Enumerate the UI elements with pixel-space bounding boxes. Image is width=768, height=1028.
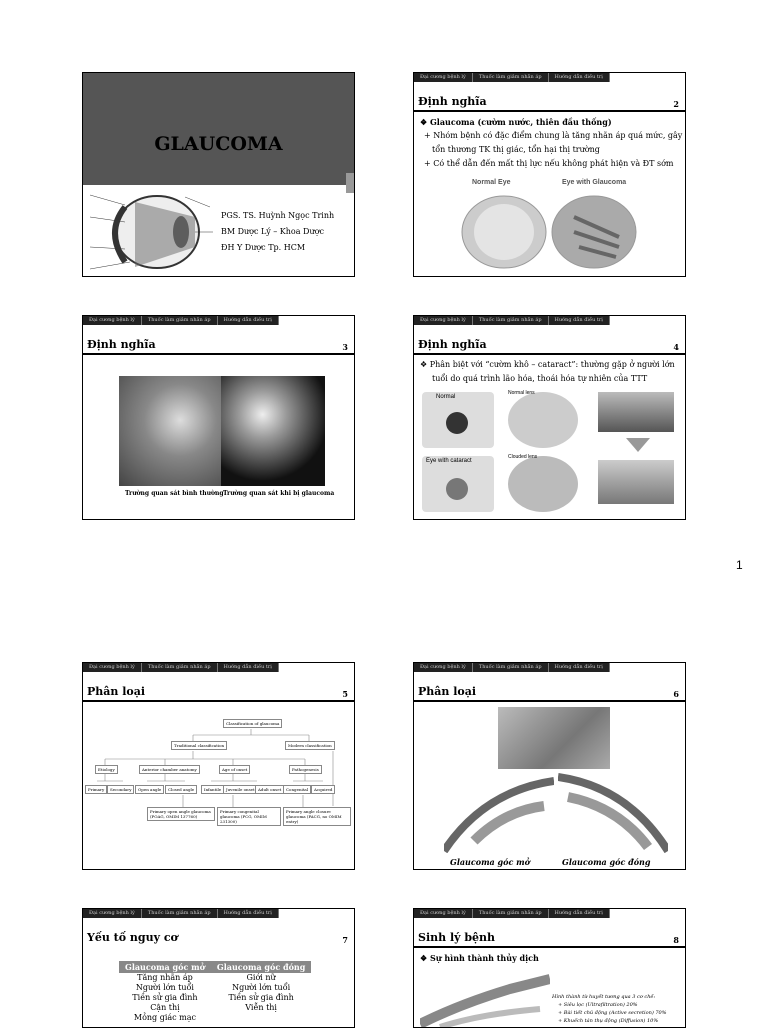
open-angle-diagram <box>444 771 554 853</box>
node-acquired: Acquired <box>311 785 335 794</box>
tab-drugs[interactable]: Thuốc làm giảm nhãn áp <box>473 316 549 325</box>
title-rule <box>414 946 685 948</box>
node-congenital: Congenital <box>283 785 311 794</box>
nav-tabs <box>414 73 610 82</box>
bullet <box>420 951 539 965</box>
bullet <box>420 115 612 129</box>
table-cell <box>211 1013 311 1023</box>
slide-title: Định nghĩa <box>418 338 487 351</box>
classification-tree <box>83 711 355 861</box>
glaucoma-vision-caption: Trường quan sát khi bị glaucoma <box>223 490 335 497</box>
tab-guide[interactable]: Hướng dẫn điều trị <box>218 663 279 672</box>
tab-guide[interactable]: Hướng dẫn điều trị <box>218 909 279 918</box>
slide-3 <box>82 315 355 520</box>
slide-number: 8 <box>673 935 679 945</box>
normal-eye-label: Normal Eye <box>472 179 511 186</box>
diamond-bullet-icon: ❖ <box>420 117 430 127</box>
node-open-angle: Open angle <box>135 785 164 794</box>
tab-guide[interactable]: Hướng dẫn điều trị <box>549 73 610 82</box>
table-cell: Mỏng giác mạc <box>133 1013 197 1022</box>
node-adult: Adult onset <box>255 785 284 794</box>
university: ĐH Y Dược Tp. HCM <box>221 243 306 252</box>
tab-intro[interactable]: Đại cương bệnh lý <box>83 316 142 325</box>
slide-title: GLAUCOMA <box>154 133 283 155</box>
slide-number: 7 <box>342 935 348 945</box>
glaucoma-vision-photo <box>221 376 325 486</box>
tab-drugs[interactable]: Thuốc làm giảm nhãn áp <box>473 663 549 672</box>
tab-drugs[interactable]: Thuốc làm giảm nhãn áp <box>473 909 549 918</box>
author: PGS. TS. Huỳnh Ngọc Trinh <box>221 211 335 220</box>
normal-vision-photo <box>119 376 221 486</box>
table-cell: Tiền sử gia đình <box>228 993 294 1002</box>
node-pathogenesis: Pathogenesis <box>289 765 322 774</box>
slide-7 <box>82 908 355 1028</box>
nav-tabs <box>414 316 610 325</box>
deco-stripe <box>346 173 354 193</box>
tab-drugs[interactable]: Thuốc làm giảm nhãn áp <box>142 909 218 918</box>
node-age: Age of onset <box>219 765 250 774</box>
tab-intro[interactable]: Đại cương bệnh lý <box>414 909 473 918</box>
open-angle-caption: Glaucoma góc mở <box>450 857 530 867</box>
bullet-text: Sự hình thành thủy dịch <box>429 953 539 963</box>
cataract-line-1-text: Phân biệt với “cườm khô – cataract”: thường gặp ở người lớn <box>429 360 675 369</box>
slide-number: 3 <box>342 342 348 352</box>
node-infantile: Infantile <box>201 785 224 794</box>
diamond-bullet-icon: ❖ <box>420 360 430 369</box>
down-arrow-icon <box>626 438 650 452</box>
tab-intro[interactable]: Đại cương bệnh lý <box>414 73 473 82</box>
table-cell: Cận thị <box>150 1003 180 1012</box>
col-closed-angle-header: Glaucoma góc đóng <box>211 961 311 973</box>
note-line: Hình thành từ huyết tương qua 3 cơ chế: <box>552 994 656 1000</box>
node-pcg: Primary congenital glaucoma (PCG, OMIM 231300) <box>217 807 281 826</box>
tab-guide[interactable]: Hướng dẫn điều trị <box>549 909 610 918</box>
normal-lens-label: Normal lens <box>508 390 535 396</box>
diamond-bullet-icon: ❖ <box>420 953 430 963</box>
risk-factor-table <box>119 961 311 1023</box>
tab-guide[interactable]: Hướng dẫn điều trị <box>218 316 279 325</box>
nav-tabs <box>414 909 610 918</box>
slide-title: Định nghĩa <box>418 95 487 108</box>
node-primary: Primary <box>85 785 107 794</box>
note-line: + Siêu lọc (Ultrafiltration) 20% <box>558 1002 638 1008</box>
tab-intro[interactable]: Đại cương bệnh lý <box>83 909 142 918</box>
note-line: + Bài tiết chủ động (Active secretion) 70% <box>558 1010 667 1016</box>
slide-title: Định nghĩa <box>87 338 156 351</box>
closed-angle-caption: Glaucoma góc đóng <box>562 857 651 867</box>
node-traditional: Traditional classification <box>171 741 227 750</box>
col-open-angle-header: Glaucoma góc mở <box>119 961 211 973</box>
slide-number: 5 <box>342 689 348 699</box>
cataract-line-1 <box>420 358 675 372</box>
title-rule <box>83 353 354 355</box>
slide-title: Phân loại <box>418 685 477 698</box>
nav-tabs <box>83 909 279 918</box>
node-closed-angle: Closed angle <box>165 785 197 794</box>
tab-guide[interactable]: Hướng dẫn điều trị <box>549 663 610 672</box>
normal-lens-diagram <box>508 392 578 448</box>
tab-guide[interactable]: Hướng dẫn điều trị <box>549 316 610 325</box>
iris <box>446 412 468 434</box>
node-poag: Primary open angle glaucoma (POAG, OMIM 137760) <box>147 807 215 821</box>
def-line-2: tổn thương TK thị giác, tổn hại thị trường <box>432 145 600 154</box>
node-anatomy: Anterior chamber anatomy <box>139 765 200 774</box>
table-cell: Giới nữ <box>246 973 276 982</box>
bullet-text: Glaucoma (cườm nước, thiên đầu thống) <box>429 117 612 127</box>
table-row <box>119 1013 311 1023</box>
slide-number: 4 <box>673 342 679 352</box>
slide-title: Sinh lý bệnh <box>418 931 496 944</box>
slide-4 <box>413 315 686 520</box>
slide-number: 2 <box>673 99 679 109</box>
title-panel <box>83 73 354 185</box>
blurred-field-photo <box>598 460 674 504</box>
slide-8 <box>413 908 686 1028</box>
normal-eye-label: Normal <box>436 394 456 400</box>
title-rule <box>414 110 685 112</box>
node-juvenile: Juvenile onset <box>223 785 258 794</box>
tab-drugs[interactable]: Thuốc làm giảm nhãn áp <box>142 316 218 325</box>
cataract-eye-label: Eye with cataract <box>426 458 472 464</box>
slide-title: Phân loại <box>87 685 146 698</box>
node-etiology: Etiology <box>95 765 118 774</box>
slide-number: 6 <box>673 689 679 699</box>
tab-intro[interactable]: Đại cương bệnh lý <box>414 663 473 672</box>
title-rule <box>414 700 685 702</box>
clouded-lens-diagram <box>508 456 578 512</box>
tab-drugs[interactable]: Thuốc làm giảm nhãn áp <box>142 663 218 672</box>
title-rule <box>414 353 685 355</box>
slide-1 <box>82 72 355 277</box>
eye-comparison-image <box>444 177 656 273</box>
node-root: Classification of glaucoma <box>223 719 282 728</box>
cataract-line-2: tuổi do quá trình lão hóa, thoái hóa tự nhiên của TTT <box>432 374 648 383</box>
formation-notes <box>552 993 666 1025</box>
eye-diagram <box>85 187 215 277</box>
table-row <box>119 973 311 983</box>
table-cell: Tăng nhãn áp <box>137 973 193 982</box>
nav-tabs <box>83 316 279 325</box>
ciliary-body-diagram <box>420 969 550 1028</box>
node-pacg: Primary angle closure glaucoma (PACG, no OMIM entry) <box>283 807 351 826</box>
table-header-row <box>119 961 311 973</box>
def-line-3: + Có thể dẫn đến mất thị lực nếu không phát hiện và ĐT sớm <box>424 159 674 168</box>
tab-intro[interactable]: Đại cương bệnh lý <box>414 316 473 325</box>
clear-field-photo <box>598 392 674 432</box>
node-secondary: Secondary <box>107 785 134 794</box>
slide-title: Yếu tố nguy cơ <box>87 931 178 944</box>
table-cell: Người lớn tuổi <box>232 983 291 992</box>
glaucoma-eye-label: Eye with Glaucoma <box>562 179 627 186</box>
nav-tabs <box>83 663 279 672</box>
table-cell: Tiền sử gia đình <box>132 993 198 1002</box>
normal-eye-photo <box>422 392 494 448</box>
cloudy-iris <box>446 478 468 500</box>
table-cell: Viễn thị <box>245 1003 277 1012</box>
normal-vision-caption: Trường quan sát bình thường <box>125 490 224 497</box>
cataract-eye-photo <box>422 456 494 512</box>
department: BM Dược Lý – Khoa Dược <box>221 227 324 236</box>
table-row <box>119 993 311 1003</box>
page-number: 1 <box>736 558 743 572</box>
nav-tabs <box>414 663 610 672</box>
note-line: + Khuếch tán thụ động (Diffusion) 10% <box>558 1018 659 1024</box>
tab-intro[interactable]: Đại cương bệnh lý <box>83 663 142 672</box>
table-row <box>119 1003 311 1013</box>
slide-6 <box>413 662 686 870</box>
angle-histology-image <box>498 707 610 769</box>
table-row <box>119 983 311 993</box>
def-line-1: + Nhóm bệnh có đặc điểm chung là tăng nhãn áp quá mức, gây <box>424 131 683 140</box>
slide-2 <box>413 72 686 277</box>
clouded-lens-label: Clouded lens <box>508 454 538 460</box>
slide-5 <box>82 662 355 870</box>
title-rule <box>83 700 354 702</box>
table-cell: Người lớn tuổi <box>135 983 194 992</box>
tab-drugs[interactable]: Thuốc làm giảm nhãn áp <box>473 73 549 82</box>
closed-angle-diagram <box>558 767 668 853</box>
node-modern: Modern classification <box>285 741 335 750</box>
